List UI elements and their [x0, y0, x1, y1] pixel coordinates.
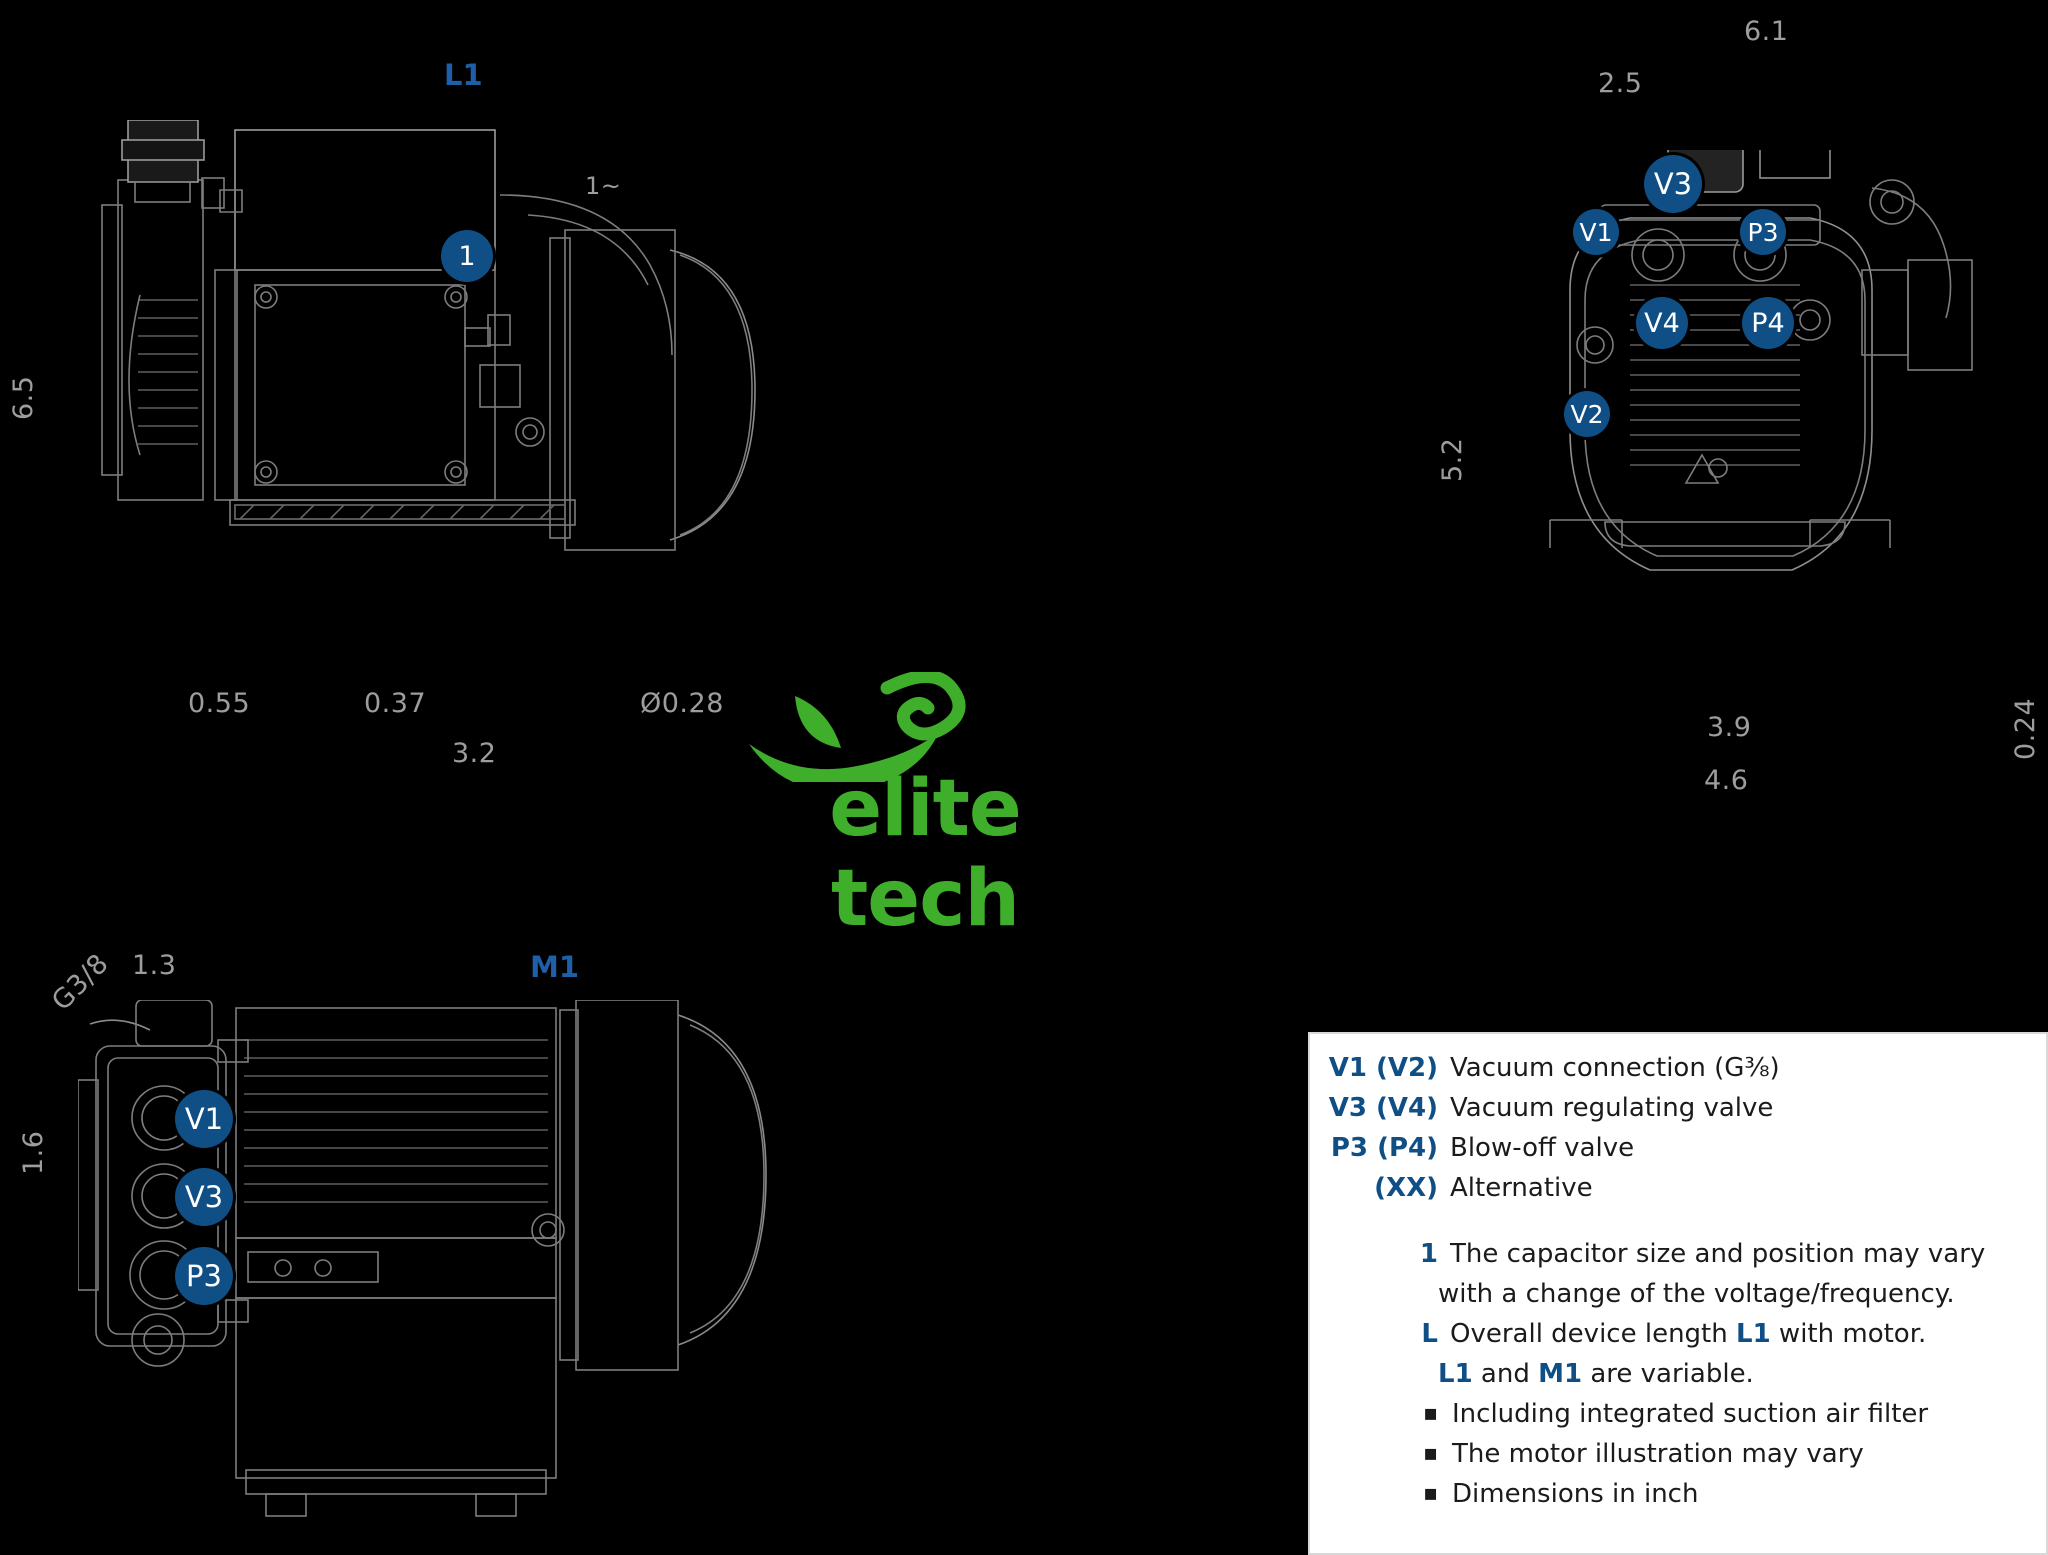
legend-bullet-text: Dimensions in inch	[1452, 1479, 1699, 1509]
legend-code: (XX)	[1374, 1173, 1438, 1203]
callout-1[interactable]: 1	[441, 230, 493, 282]
callout-p3-front[interactable]: P3	[1740, 209, 1786, 255]
callout-v4-front[interactable]: V4	[1636, 297, 1688, 349]
bullet-icon: ▪	[1423, 1441, 1438, 1466]
side-view-title: L1	[444, 58, 483, 92]
legend-note-ref-m1: M1	[1538, 1359, 1583, 1389]
top-width-dim: 1.3	[132, 950, 177, 981]
legend-bullet	[1320, 1394, 2028, 1434]
legend-desc: Vacuum regulating valve	[1450, 1093, 1774, 1123]
legend-note	[1320, 1234, 2028, 1274]
legend-note-part: are variable.	[1582, 1359, 1754, 1389]
front-top-left-dim: 2.5	[1598, 68, 1643, 99]
legend-note-ref-l1b: L1	[1438, 1359, 1473, 1389]
legend-note-part: and	[1472, 1359, 1539, 1389]
brand-logo	[735, 672, 1115, 944]
side-base-dim: 3.2	[452, 738, 497, 769]
legend-panel	[1308, 1032, 2048, 1555]
front-top-right-dim: 6.1	[1744, 16, 1789, 47]
legend-code: V1 (V2)	[1328, 1053, 1438, 1083]
legend-row	[1320, 1128, 2028, 1168]
legend-note-ref-l1: L1	[1736, 1319, 1771, 1349]
legend-note-part: with motor.	[1770, 1319, 1927, 1349]
legend-note-marker: L	[1421, 1319, 1438, 1349]
legend-code: V3 (V4)	[1328, 1093, 1438, 1123]
legend-note-text2: with a change of the voltage/frequency.	[1438, 1279, 1955, 1309]
legend-bullet	[1320, 1474, 2028, 1514]
top-view-title: M1	[530, 950, 580, 984]
legend-desc: Alternative	[1450, 1173, 1593, 1203]
front-foot-dim: 0.24	[2010, 697, 2041, 760]
legend-note-cont	[1320, 1274, 2028, 1314]
legend-note-part: Overall device length	[1450, 1319, 1736, 1349]
legend-row	[1320, 1168, 2028, 1208]
callout-v2-front[interactable]: V2	[1564, 391, 1610, 437]
legend-spacer	[1320, 1208, 2028, 1234]
side-motor-note: 1~	[585, 172, 622, 200]
side-foot-left-dim: 0.55	[188, 688, 251, 719]
legend-bullet-text: The motor illustration may vary	[1452, 1439, 1864, 1469]
top-thread-dim: G3/8	[46, 948, 115, 1017]
legend-bullet	[1320, 1434, 2028, 1474]
legend-desc: Vacuum connection (G⅜)	[1450, 1053, 1780, 1083]
front-width-inner-dim: 3.9	[1707, 712, 1752, 743]
legend-code: P3 (P4)	[1330, 1133, 1438, 1163]
front-width-outer-dim: 4.6	[1704, 765, 1749, 796]
side-height-dim: 6.5	[8, 375, 39, 420]
callout-p3-top[interactable]: P3	[175, 1247, 233, 1305]
callout-p4-front[interactable]: P4	[1742, 297, 1794, 349]
legend-note-marker: 1	[1419, 1239, 1438, 1269]
front-height-dim: 5.2	[1437, 437, 1468, 482]
legend-note-text: The capacitor size and position may vary	[1450, 1239, 1986, 1269]
bullet-icon: ▪	[1423, 1401, 1438, 1426]
side-view-drawing	[80, 120, 820, 640]
callout-v1-top[interactable]: V1	[175, 1090, 233, 1148]
side-hole-dim: Ø0.28	[640, 688, 724, 719]
top-height-dim: 1.6	[18, 1130, 49, 1175]
callout-v1-front[interactable]: V1	[1573, 209, 1619, 255]
legend-note-text2	[1438, 1354, 2028, 1394]
legend-desc: Blow-off valve	[1450, 1133, 1635, 1163]
callout-v3-front[interactable]: V3	[1644, 155, 1702, 213]
legend-note	[1320, 1314, 2028, 1354]
bullet-icon: ▪	[1423, 1481, 1438, 1506]
legend-note-cont	[1320, 1354, 2028, 1394]
legend-row	[1320, 1048, 2028, 1088]
legend-note-text	[1450, 1314, 2028, 1354]
logo-wordmark: elite tech	[829, 764, 1021, 944]
legend-row	[1320, 1088, 2028, 1128]
side-foot-mid-dim: 0.37	[364, 688, 427, 719]
legend-bullet-text: Including integrated suction air filter	[1452, 1399, 1929, 1429]
callout-v3-top[interactable]: V3	[175, 1168, 233, 1226]
